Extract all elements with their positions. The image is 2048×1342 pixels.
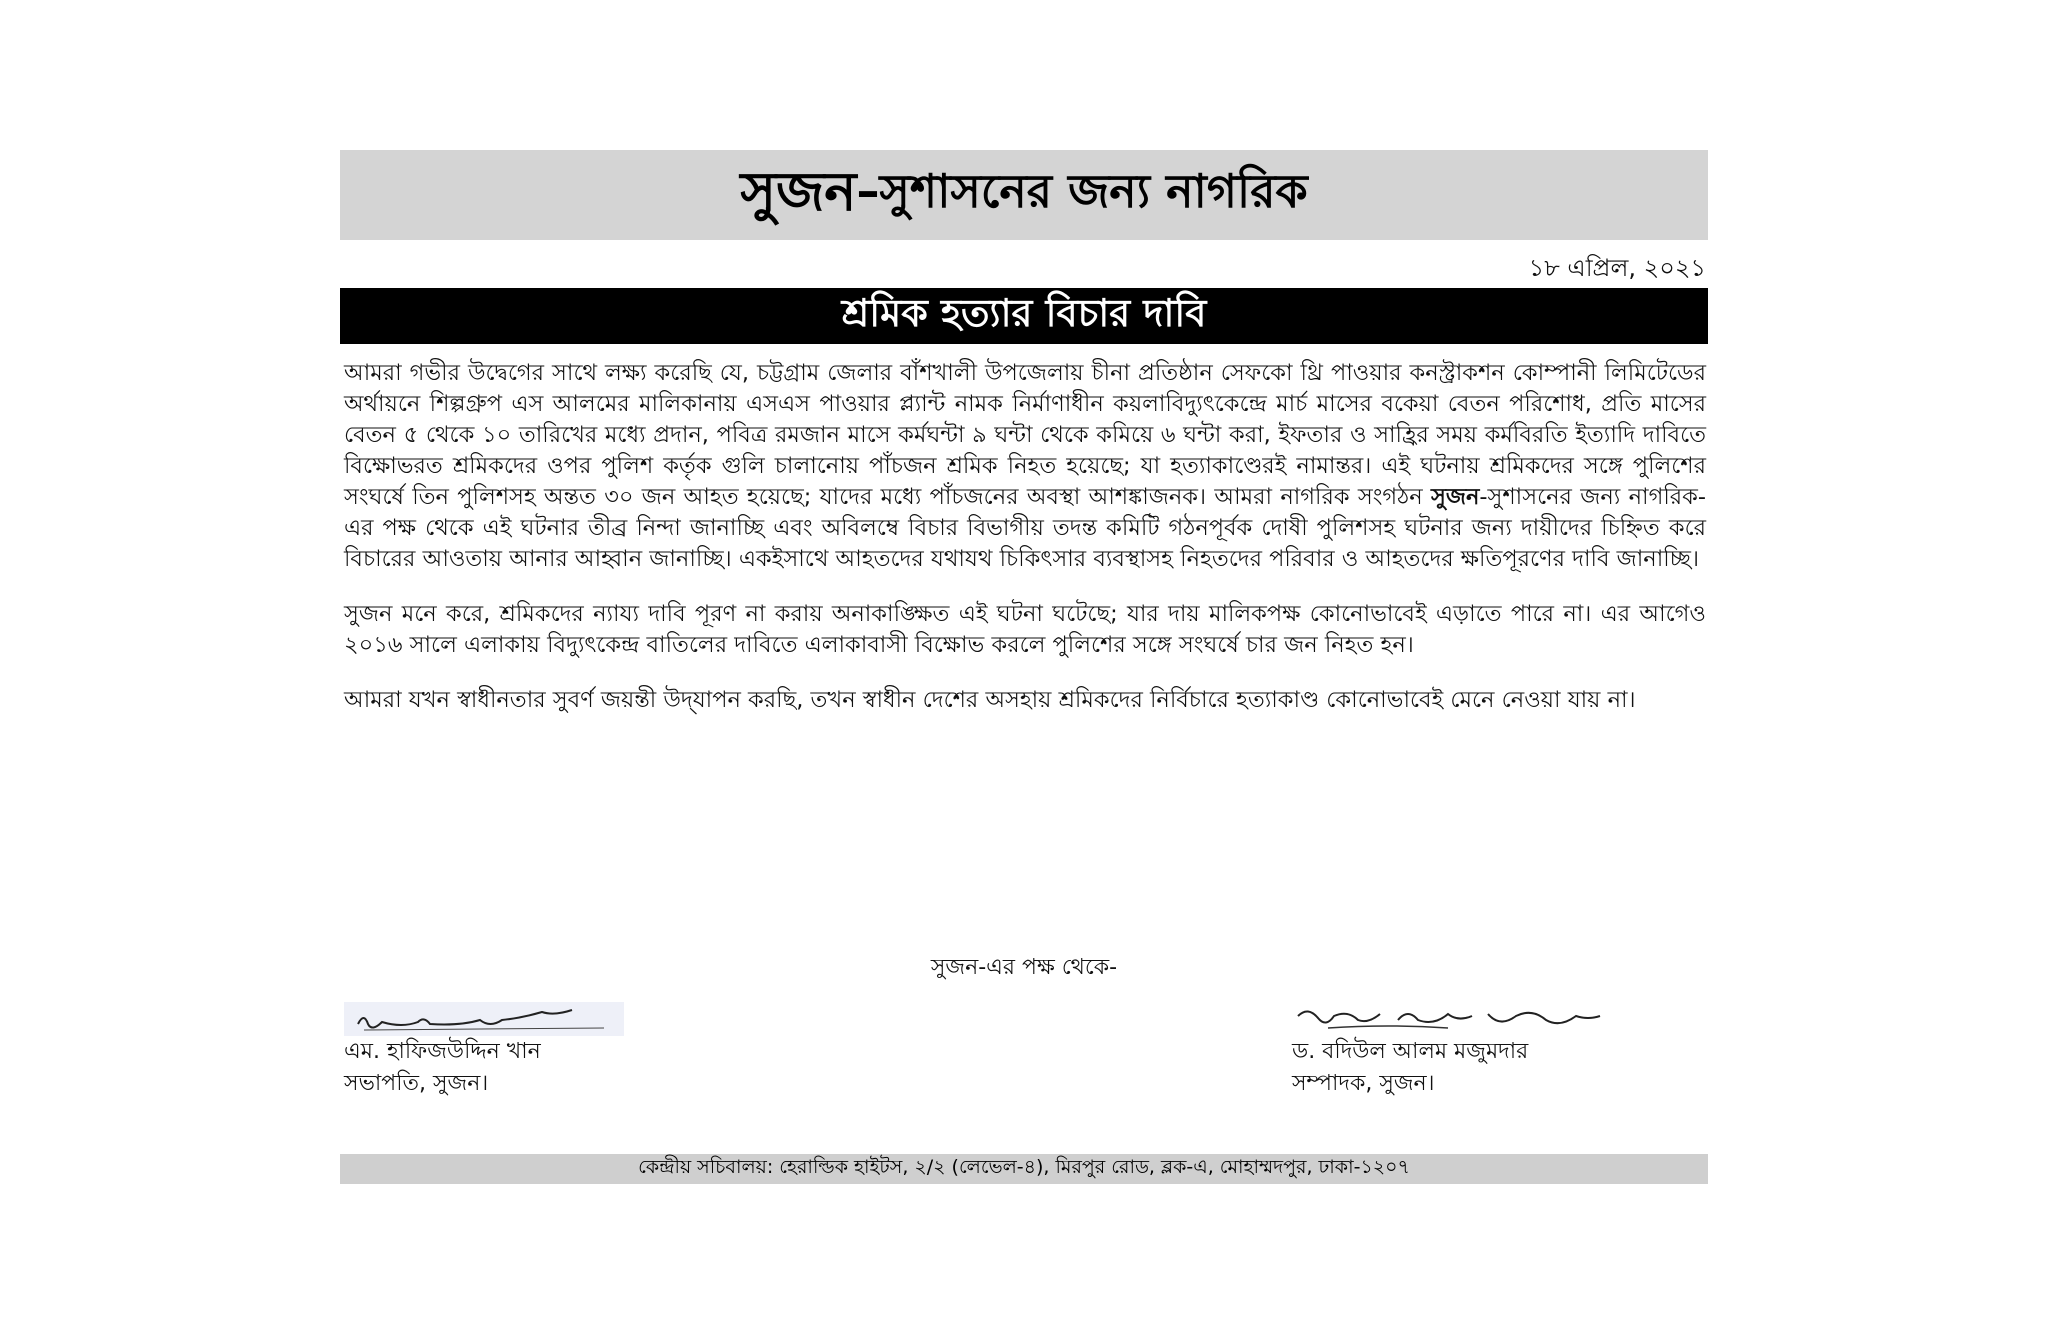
paragraph-3: আমরা যখন স্বাধীনতার সুবর্ণ জয়ন্তী উদ্‌যাপন করছি, তখন স্বাধীন দেশের অসহায় শ্রমিকদের নির্বিচারে হত্যাকাণ্ড কোনোভাবেই মেনে নেওয়া যায় না। xyxy=(344,687,1636,713)
org-name: সুজন xyxy=(740,160,857,223)
signatory-name: ড. বদিউল আলম মজুমদার xyxy=(1292,1039,1529,1064)
paragraph-1-part-b: -সুশাসনের জন্য নাগরিক-এর পক্ষ থেকে এই ঘটনার তীব্র নিন্দা জানাচ্ছি এবং অবিলম্বে বিচার বিভাগীয় তদন্ত কমিটি গঠনপূর্বক দোষী পুলিশসহ ঘটনার জন্য দায়ীদের চিহ্নিত করে বিচারের আওতায় আনার আহ্বান জানাচ্ছি। একইসাথে আহতদের যথাযথ চিকিৎসার ব্যবস্থাসহ নিহতদের পরিবার ও আহতদের ক্ষতিপূরণের দাবি জানাচ্ছি। xyxy=(344,484,1706,572)
signatory-role: সভাপতি, সুজন। xyxy=(344,1071,489,1096)
closing-line: সুজন-এর পক্ষ থেকে- xyxy=(930,955,1118,980)
letterhead xyxy=(340,150,1708,240)
signatory-president xyxy=(344,1002,764,1100)
paragraph-1-part-a: আমরা গভীর উদ্বেগের সাথে লক্ষ্য করেছি যে, চট্টগ্রাম জেলার বাঁশখালী উপজেলায় চীনা প্রতিষ্ঠান সেফকো থ্রি পাওয়ার কনস্ট্রাকশন কোম্পানী লিমিটেডের অর্থায়নে শিল্পগ্রুপ এস আলমের মালিকানায় এসএস পাওয়ার প্ল্যান্ট নামক নির্মাণাধীন কয়লাবিদ্যুৎকেন্দ্রে মার্চ মাসের বকেয়া বেতন পরিশোধ, প্রতি মাসের বেতন ৫ থেকে ১০ তারিখের মধ্যে প্রদান, পবিত্র রমজান মাসে কর্মঘন্টা ৯ ঘন্টা থেকে কমিয়ে ৬ ঘন্টা করা, ইফতার ও সাহ্রির সময় কর্মবিরতি ইত্যাদি দাবিতে বিক্ষোভরত শ্রমিকদের ওপর পুলিশ কর্তৃক গুলি চালানোয় পাঁচজন শ্রমিক নিহত হয়েছে; যা হত্যাকাণ্ডেরই নামান্তর। এই ঘটনায় শ্রমিকদের সঙ্গে পুলিশের সংঘর্ষে তিন পুলিশসহ অন্তত ৩০ জন আহত হয়েছে; যাদের মধ্যে পাঁচজনের অবস্থা আশঙ্কাজনক। আমরা নাগরিক সংগঠন xyxy=(344,360,1706,510)
office-address: কেন্দ্রীয় সচিবালয়: হেরাল্ডিক হাইটস, ২/২ (লেভেল-৪), মিরপুর রোড, ব্লক-এ, মোহাম্মদপুর, ঢাকা-১২০৭ xyxy=(340,1154,1708,1184)
release-title: শ্রমিক হত্যার বিচার দাবি xyxy=(340,288,1708,344)
signature-president xyxy=(344,1002,624,1036)
signature-secretary xyxy=(1288,1002,1648,1036)
signatory-secretary xyxy=(1268,1002,1688,1100)
release-body xyxy=(344,358,1706,740)
org-name-inline: সুজন xyxy=(1430,484,1480,510)
signatory-role: সম্পাদক, সুজন। xyxy=(1292,1071,1435,1096)
release-date: ১৮ এপ্রিল, ২০২১ xyxy=(1528,254,1706,282)
signatory-name: এম. হাফিজউদ্দিন খান xyxy=(344,1039,541,1064)
paragraph-2: সুজন মনে করে, শ্রমিকদের ন্যায্য দাবি পূরণ না করায় অনাকাঙ্ক্ষিত এই ঘটনা ঘটেছে; যার দায় মালিকপক্ষ কোনোভাবেই এড়াতে পারে না। এর আগেও ২০১৬ সালে এলাকায় বিদ্যুৎকেন্দ্র বাতিলের দাবিতে এলাকাবাসী বিক্ষোভ করলে পুলিশের সঙ্গে সংঘর্ষে চার জন নিহত হন। xyxy=(344,601,1706,658)
paragraph-1 xyxy=(344,358,1706,575)
org-tagline: –সুশাসনের জন্য নাগরিক xyxy=(856,164,1308,218)
